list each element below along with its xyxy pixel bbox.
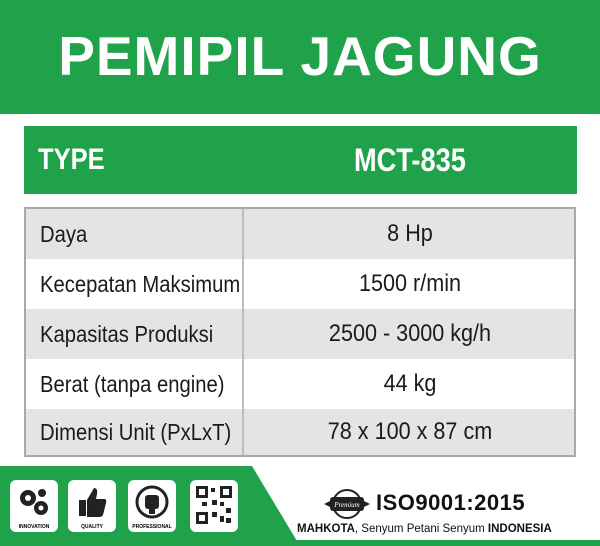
qr-code-icon <box>196 484 232 528</box>
badge-caption: PROFESSIONAL <box>132 524 172 530</box>
seal-icon <box>322 486 372 520</box>
spec-label: Daya <box>40 221 88 247</box>
spec-label: Kapasitas Produksi <box>40 321 214 347</box>
header-banner <box>0 0 600 114</box>
qr-badge <box>190 480 238 532</box>
badge-caption: QUALITY <box>81 524 103 530</box>
svg-text:Premium: Premium <box>334 501 360 509</box>
footer-bottom-line <box>0 540 600 546</box>
innovation-badge <box>10 480 58 532</box>
page-title: PEMIPIL JAGUNG <box>58 25 542 87</box>
spec-row-dimensi <box>26 409 574 455</box>
spec-value: 78 x 100 x 87 cm <box>327 418 493 445</box>
quality-badge <box>68 480 116 532</box>
tagline-text: , Senyum Petani Senyum <box>354 523 488 535</box>
tagline <box>297 523 552 535</box>
type-row <box>24 126 577 194</box>
country-name: INDONESIA <box>487 523 552 535</box>
type-value: MCT-835 <box>354 142 466 178</box>
fist-icon <box>134 484 170 520</box>
spec-label: Dimensi Unit (PxLxT) <box>40 419 232 445</box>
brand-name: MAHKOTA <box>297 523 355 535</box>
type-label: TYPE <box>38 143 105 176</box>
spec-value: 2500 - 3000 kg/h <box>328 320 492 347</box>
thumbs-up-icon <box>74 484 110 520</box>
spec-value: 44 kg <box>383 370 437 397</box>
spec-row-kecepatan <box>26 259 574 309</box>
column-divider <box>242 209 244 455</box>
spec-table <box>24 207 576 457</box>
footer <box>0 466 600 546</box>
spec-row-daya <box>26 209 574 259</box>
badge-caption: INNOVATION <box>18 524 50 530</box>
spec-label: Kecepatan Maksimum <box>40 271 241 297</box>
gears-icon <box>16 484 52 520</box>
iso-certification: ISO9001:2015 <box>376 490 526 515</box>
spec-label: Berat (tanpa engine) <box>40 371 225 397</box>
professional-badge <box>128 480 176 532</box>
spec-row-kapasitas <box>26 309 574 359</box>
spec-row-berat <box>26 359 574 409</box>
spec-value: 8 Hp <box>387 220 433 247</box>
spec-value: 1500 r/min <box>358 270 462 297</box>
